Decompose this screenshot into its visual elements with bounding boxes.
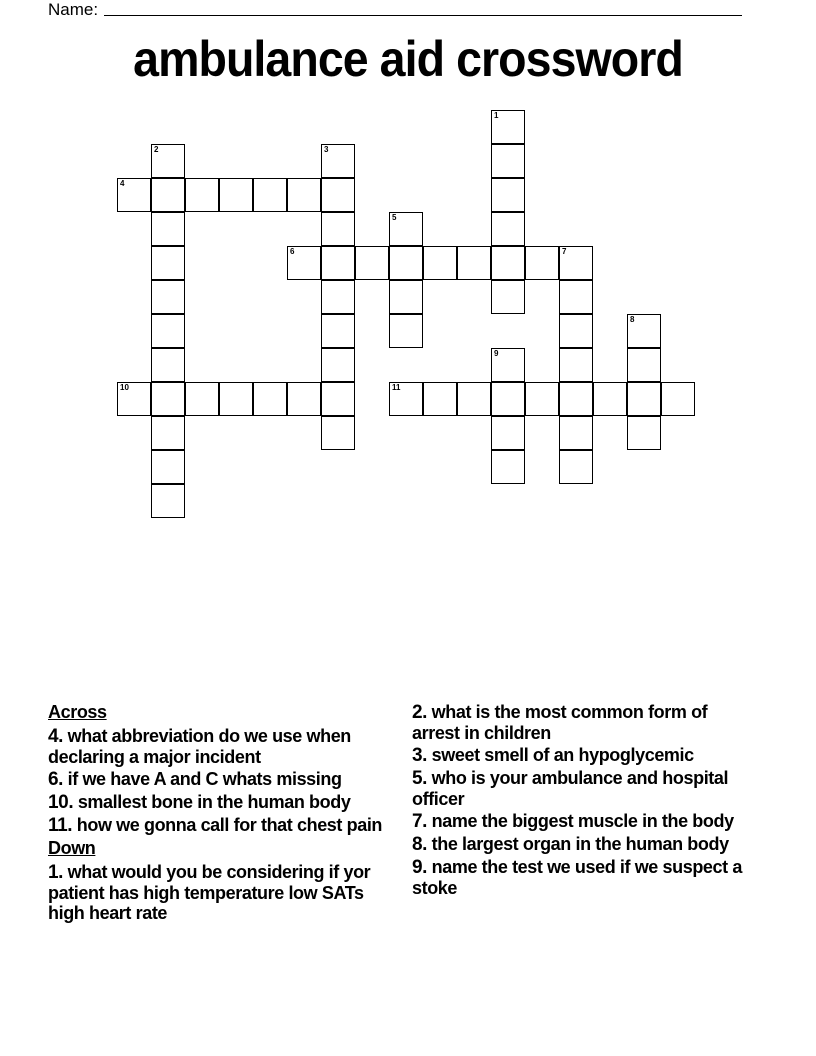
crossword-cell[interactable]	[151, 416, 185, 450]
clue-number: 6.	[48, 769, 64, 790]
crossword-cell[interactable]	[151, 280, 185, 314]
clues-left-column	[48, 702, 388, 925]
crossword-cell[interactable]	[491, 212, 525, 246]
crossword-cell[interactable]	[525, 382, 559, 416]
name-label: Name:	[48, 0, 99, 19]
crossword-cell[interactable]	[185, 178, 219, 212]
clue-number: 2.	[412, 702, 428, 723]
clue-text: sweet smell of an hypoglycemic	[427, 745, 694, 765]
crossword-cell[interactable]	[355, 246, 389, 280]
clue-down-8	[412, 834, 742, 855]
crossword-cell[interactable]	[661, 382, 695, 416]
clue-across-11	[48, 815, 388, 836]
clue-across-4	[48, 726, 388, 767]
crossword-cell[interactable]	[151, 144, 185, 178]
crossword-cell[interactable]	[627, 416, 661, 450]
clue-number-label: 8	[630, 315, 635, 324]
crossword-cell[interactable]	[219, 382, 253, 416]
crossword-cell[interactable]	[151, 348, 185, 382]
crossword-cell[interactable]	[151, 212, 185, 246]
crossword-cell[interactable]	[423, 382, 457, 416]
clue-number-label: 5	[392, 213, 397, 222]
crossword-cell[interactable]	[491, 382, 525, 416]
crossword-cell[interactable]	[525, 246, 559, 280]
crossword-cell[interactable]	[219, 178, 253, 212]
crossword-cell[interactable]	[321, 348, 355, 382]
crossword-cell[interactable]	[627, 382, 661, 416]
clue-down-3	[412, 745, 742, 766]
clue-text: what is the most common form of arrest in children	[412, 702, 708, 743]
crossword-cell[interactable]	[321, 144, 355, 178]
clue-number-label: 11	[392, 383, 401, 392]
crossword-cell[interactable]	[321, 382, 355, 416]
crossword-cell[interactable]	[321, 416, 355, 450]
crossword-cell[interactable]	[559, 348, 593, 382]
crossword-cell[interactable]	[253, 382, 287, 416]
clue-number-label: 6	[290, 247, 295, 256]
clue-number-label: 10	[120, 383, 129, 392]
crossword-cell[interactable]	[185, 382, 219, 416]
crossword-cell[interactable]	[287, 382, 321, 416]
crossword-cell[interactable]	[151, 314, 185, 348]
clue-down-1	[48, 862, 388, 923]
crossword-cell[interactable]	[559, 382, 593, 416]
crossword-cell[interactable]	[287, 246, 321, 280]
crossword-cell[interactable]	[389, 382, 423, 416]
crossword-cell[interactable]	[491, 348, 525, 382]
crossword-cell[interactable]	[151, 450, 185, 484]
crossword-cell[interactable]	[593, 382, 627, 416]
clue-number: 8.	[412, 834, 428, 855]
clue-down-9	[412, 857, 742, 898]
clue-text: if we have A and C whats missing	[63, 769, 342, 789]
clue-number-label: 1	[494, 111, 499, 120]
page-title: ambulance aid crossword	[133, 31, 683, 87]
crossword-cell[interactable]	[151, 382, 185, 416]
crossword-cell[interactable]	[627, 314, 661, 348]
clue-number: 7.	[412, 811, 428, 832]
crossword-cell[interactable]	[253, 178, 287, 212]
clue-text: smallest bone in the human body	[73, 792, 351, 812]
clue-text: what abbreviation do we use when declaring a major incident	[48, 726, 351, 767]
crossword-cell[interactable]	[389, 246, 423, 280]
clue-number-label: 3	[324, 145, 329, 154]
clue-down-5	[412, 768, 742, 809]
crossword-cell[interactable]	[491, 144, 525, 178]
crossword-cell[interactable]	[321, 178, 355, 212]
crossword-cell[interactable]	[559, 416, 593, 450]
crossword-cell[interactable]	[491, 110, 525, 144]
clue-number-label: 7	[562, 247, 567, 256]
crossword-cell[interactable]	[321, 314, 355, 348]
crossword-cell[interactable]	[321, 280, 355, 314]
clue-number: 10.	[48, 792, 74, 813]
crossword-cell[interactable]	[491, 246, 525, 280]
across-heading: Across	[48, 702, 107, 722]
clue-text: how we gonna call for that chest pain	[72, 815, 383, 835]
clue-number: 11.	[48, 815, 73, 836]
crossword-cell[interactable]	[321, 212, 355, 246]
crossword-cell[interactable]	[491, 416, 525, 450]
crossword-cell[interactable]	[117, 178, 151, 212]
clue-text: name the biggest muscle in the body	[427, 811, 734, 831]
crossword-cell[interactable]	[559, 246, 593, 280]
crossword-cell[interactable]	[559, 450, 593, 484]
clue-number: 9.	[412, 857, 428, 878]
crossword-cell[interactable]	[457, 382, 491, 416]
crossword-cell[interactable]	[389, 212, 423, 246]
clues-right-column	[412, 702, 742, 900]
clue-number: 4.	[48, 726, 64, 747]
crossword-cell[interactable]	[491, 450, 525, 484]
clue-text: what would you be considering if yor patient has high temperature low SATs high heart rate	[48, 862, 371, 923]
clue-across-10	[48, 792, 388, 813]
clue-number-label: 2	[154, 145, 159, 154]
clue-text: who is your ambulance and hospital officer	[412, 768, 729, 809]
crossword-cell[interactable]	[151, 484, 185, 518]
crossword-cell[interactable]	[117, 382, 151, 416]
crossword-cell[interactable]	[151, 178, 185, 212]
crossword-cell[interactable]	[287, 178, 321, 212]
clue-down-2	[412, 702, 742, 743]
clue-across-6	[48, 769, 388, 790]
crossword-cell[interactable]	[491, 280, 525, 314]
clue-number: 5.	[412, 768, 428, 789]
crossword-cell[interactable]	[151, 246, 185, 280]
down-heading: Down	[48, 838, 96, 858]
crossword-cell[interactable]	[389, 280, 423, 314]
crossword-cell[interactable]	[559, 280, 593, 314]
clue-number: 1.	[48, 862, 64, 883]
crossword-cell[interactable]	[321, 246, 355, 280]
crossword-cell[interactable]	[559, 314, 593, 348]
crossword-cell[interactable]	[491, 178, 525, 212]
crossword-cell[interactable]	[423, 246, 457, 280]
clue-number-label: 9	[494, 349, 499, 358]
clue-text: name the test we used if we suspect a stoke	[412, 857, 742, 898]
clue-text: the largest organ in the human body	[427, 834, 729, 854]
clue-number: 3.	[412, 745, 428, 766]
clue-number-label: 4	[120, 179, 125, 188]
crossword-cell[interactable]	[627, 348, 661, 382]
name-field[interactable]	[104, 15, 742, 16]
crossword-cell[interactable]	[457, 246, 491, 280]
crossword-cell[interactable]	[389, 314, 423, 348]
clue-down-7	[412, 811, 742, 832]
